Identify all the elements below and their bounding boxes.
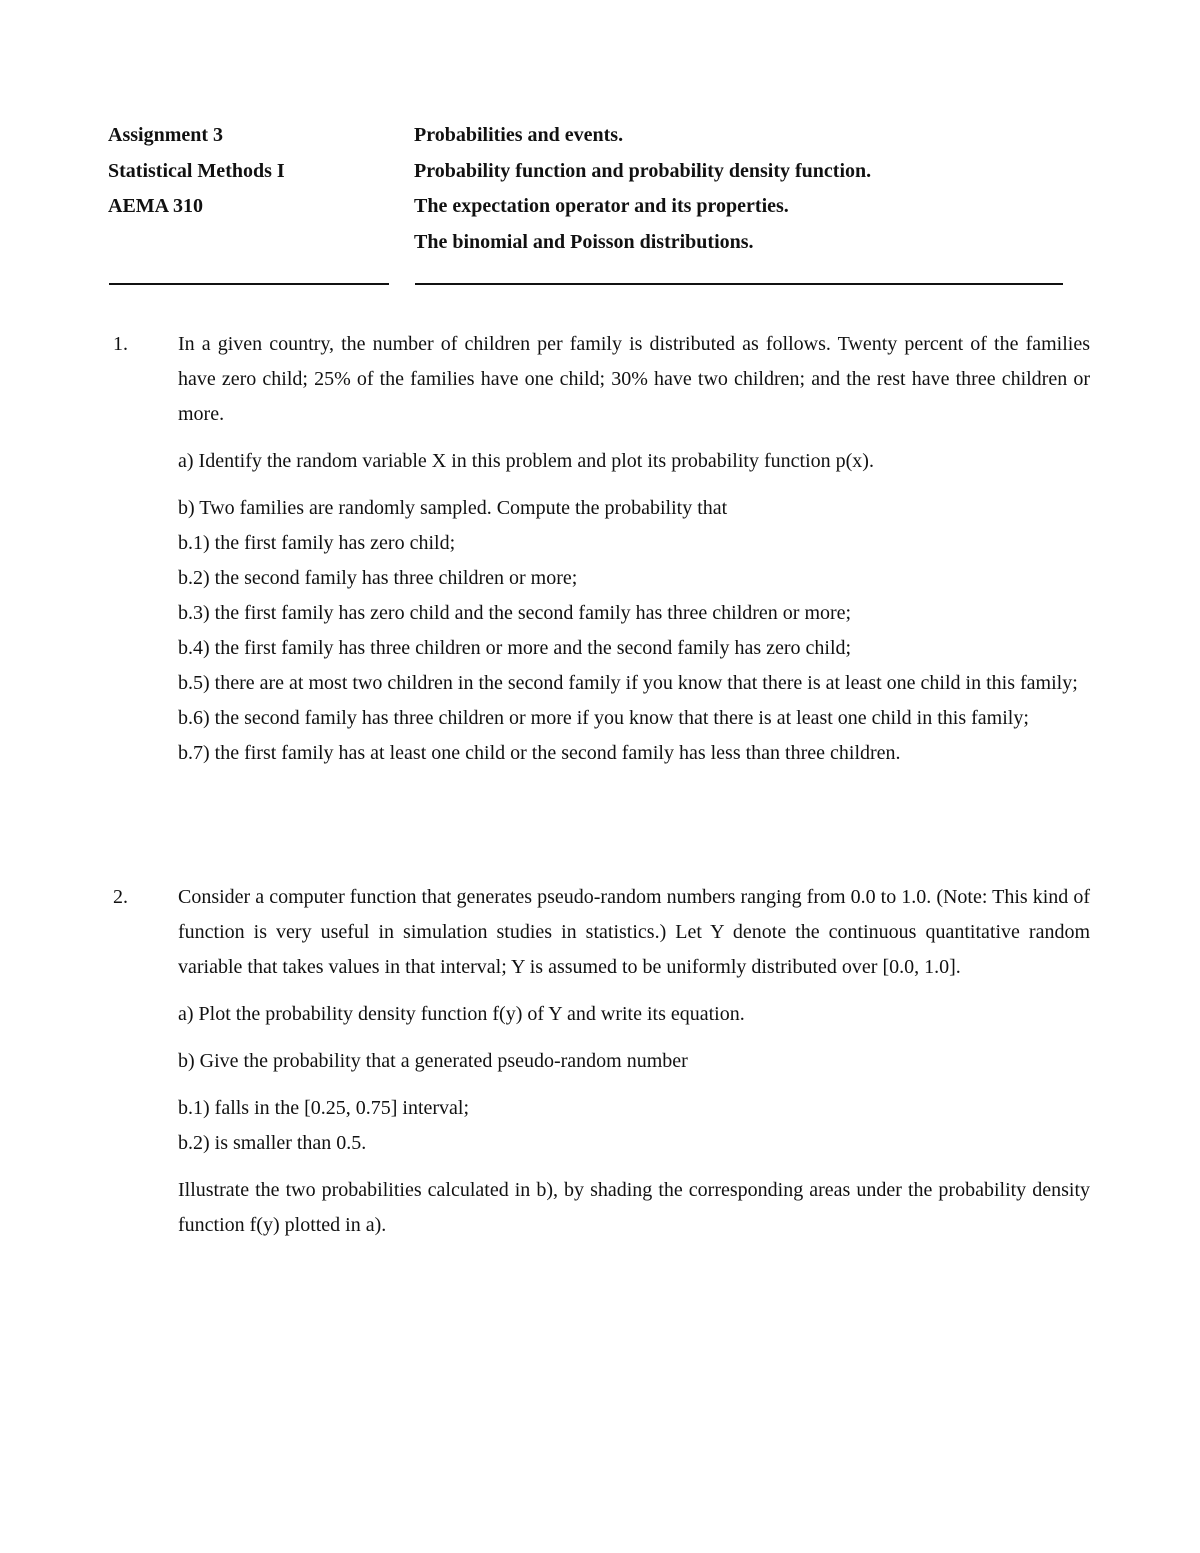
subpart-b6: b.6) the second family has three children or more if you know that there is at least one child in this family; xyxy=(178,707,1029,729)
question-intro: In a given country, the number of children per family is distributed as follows. Twenty percent of the families have zero child; 25% of the families have one child; 30% have two children; and the rest have three children or more. xyxy=(178,333,1090,425)
question-body xyxy=(178,327,1090,771)
header-divider-left xyxy=(109,283,389,285)
subpart-b1: b.1) falls in the [0.25, 0.75] interval; xyxy=(178,1097,470,1119)
subpart-b1: b.1) the first family has zero child; xyxy=(178,532,456,554)
question-number: 2. xyxy=(113,886,128,908)
question-part-b: b) Give the probability that a generated pseudo-random number xyxy=(178,1050,688,1072)
question-part-a: a) Plot the probability density function f(y) of Y and write its equation. xyxy=(178,1003,745,1025)
question-2 xyxy=(108,880,1090,1243)
topic-item: The expectation operator and its properties. xyxy=(414,195,789,217)
topic-item: Probability function and probability density function. xyxy=(414,159,872,182)
course-info xyxy=(108,118,388,225)
topic-item: Probabilities and events. xyxy=(414,124,624,146)
subpart-b2: b.2) is smaller than 0.5. xyxy=(178,1132,367,1154)
course-code: AEMA 310 xyxy=(108,195,203,217)
topic-item: The binomial and Poisson distributions. xyxy=(414,230,754,253)
question-number: 1. xyxy=(113,333,128,355)
question-1 xyxy=(108,327,1090,771)
assignment-number: Assignment 3 xyxy=(108,124,224,146)
topics-list xyxy=(414,118,1074,260)
subpart-b7: b.7) the first family has at least one child or the second family has less than three children. xyxy=(178,742,901,764)
subpart-b4: b.4) the first family has three children or more and the second family has zero child; xyxy=(178,637,852,659)
subpart-b2: b.2) the second family has three children or more; xyxy=(178,567,578,589)
question-part-a: a) Identify the random variable X in this problem and plot its probability function p(x). xyxy=(178,450,874,472)
course-name: Statistical Methods I xyxy=(108,159,285,182)
illustration-instruction: Illustrate the two probabilities calculated in b), by shading the corresponding areas under the probability density function f(y) plotted in a). xyxy=(178,1179,1090,1236)
question-body xyxy=(178,880,1090,1243)
question-part-b: b) Two families are randomly sampled. Compute the probability that xyxy=(178,497,728,519)
subpart-b3: b.3) the first family has zero child and the second family has three children or more; xyxy=(178,602,852,624)
question-intro: Consider a computer function that generates pseudo-random numbers ranging from 0.0 to 1.0. (Note: This kind of function is very useful in simulation studies in statistics.) Let Y denote the continuous quantitative random variable that takes values in that interval; Y is assumed to be uniformly distributed over [0.0, 1.0]. xyxy=(178,886,1090,978)
header-divider-right xyxy=(415,283,1063,285)
subpart-b5: b.5) there are at most two children in the second family if you know that there is at least one child in this family; xyxy=(178,672,1078,694)
